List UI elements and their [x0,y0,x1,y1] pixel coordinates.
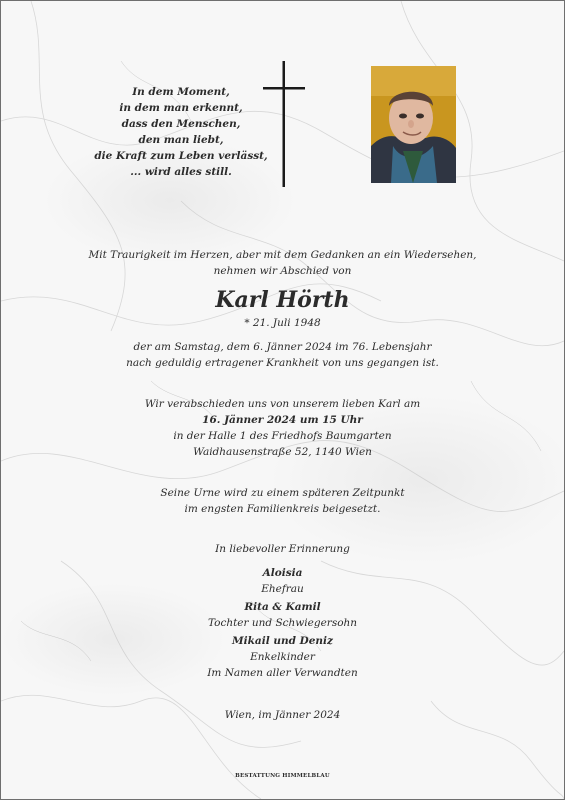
death-line: der am Samstag, dem 6. Jänner 2024 im 76. Lebensjahr [133,341,432,353]
mourners-list [1,565,564,665]
mourner-name: Aloisia [262,567,303,579]
funeral-details [1,396,564,460]
urn-line: im engsten Familienkreis beigesetzt. [184,503,381,515]
intro-line: Mit Traurigkeit im Herzen, aber mit dem Gedanken an ein Wiedersehen, [88,249,477,261]
mourner-relation: Enkelkinder [250,651,315,663]
intro-line: nehmen wir Abschied von [213,265,352,277]
death-notice [1,339,564,371]
memory-heading: In liebevoller Erinnerung [215,543,350,555]
death-line: nach geduldig ertragener Krankheit von uns gegangen ist. [126,357,439,369]
poem-line: ... wird alles still. [130,166,232,178]
funeral-date: 16. Jänner 2024 um 15 Uhr [202,414,363,426]
place-date: Wien, im Jänner 2024 [224,709,341,721]
poem-line: in dem man erkennt, [119,102,243,114]
poem-line: In dem Moment, [132,86,230,98]
birth-date: * 21. Juli 1948 [244,317,321,329]
relatives-line: Im Namen aller Verwandten [207,667,358,679]
funeral-address: Waidhausenstraße 52, 1140 Wien [193,446,372,458]
cross-icon [263,61,305,187]
mourner-name: Mikail und Deniz [232,635,333,647]
mourner-name: Rita & Kamil [244,601,321,613]
poem-line: dass den Menschen, [121,118,241,130]
mourner-relation: Ehefrau [261,583,304,595]
poem-line: die Kraft zum Leben verlässt, [94,150,268,162]
deceased-name: Karl Hörth [215,287,350,313]
undertaker-logo: BESTATTUNG HIMMELBLAU [235,773,330,779]
intro [1,247,564,279]
mourner-relation: Tochter und Schwiegersohn [207,617,358,629]
portrait-photo [371,66,456,183]
funeral-location: in der Halle 1 des Friedhofs Baumgarten [173,430,392,442]
poem-line: den man liebt, [138,134,224,146]
urn-notice [1,485,564,517]
farewell-line: Wir verabschieden uns von unserem lieben Karl am [144,398,421,410]
urn-line: Seine Urne wird zu einem späteren Zeitpunkt [160,487,405,499]
